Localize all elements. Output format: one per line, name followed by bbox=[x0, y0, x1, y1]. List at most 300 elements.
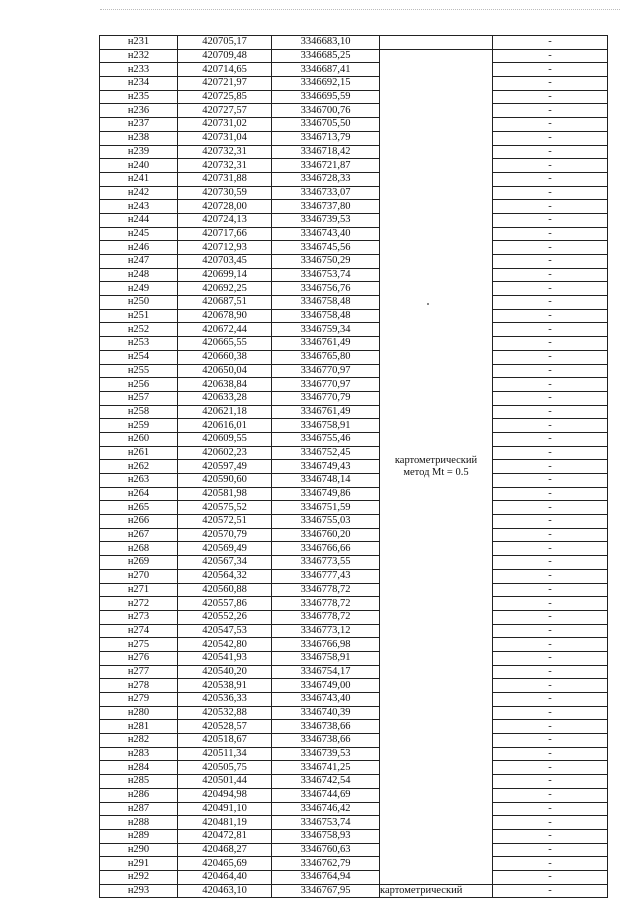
accuracy-cell: - bbox=[493, 638, 608, 652]
y-coordinate-cell: 3346778,72 bbox=[272, 610, 380, 624]
x-coordinate-cell: 420481,19 bbox=[178, 816, 272, 830]
point-name-cell: н258 bbox=[100, 405, 178, 419]
y-coordinate-cell: 3346745,56 bbox=[272, 241, 380, 255]
y-coordinate-cell: 3346759,34 bbox=[272, 323, 380, 337]
x-coordinate-cell: 420703,45 bbox=[178, 255, 272, 269]
x-coordinate-cell: 420609,55 bbox=[178, 432, 272, 446]
x-coordinate-cell: 420557,86 bbox=[178, 597, 272, 611]
accuracy-cell: - bbox=[493, 788, 608, 802]
y-coordinate-cell: 3346695,59 bbox=[272, 90, 380, 104]
y-coordinate-cell: 3346765,80 bbox=[272, 350, 380, 364]
y-coordinate-cell: 3346753,74 bbox=[272, 268, 380, 282]
x-coordinate-cell: 420552,26 bbox=[178, 610, 272, 624]
y-coordinate-cell: 3346770,97 bbox=[272, 364, 380, 378]
table-row bbox=[100, 186, 608, 200]
accuracy-cell: - bbox=[493, 213, 608, 227]
x-coordinate-cell: 420547,53 bbox=[178, 624, 272, 638]
y-coordinate-cell: 3346718,42 bbox=[272, 145, 380, 159]
point-name-cell: н291 bbox=[100, 857, 178, 871]
table-row bbox=[100, 364, 608, 378]
table-row bbox=[100, 378, 608, 392]
accuracy-cell: - bbox=[493, 843, 608, 857]
table-row bbox=[100, 350, 608, 364]
x-coordinate-cell: 420505,75 bbox=[178, 761, 272, 775]
x-coordinate-cell: 420650,04 bbox=[178, 364, 272, 378]
point-name-cell: н260 bbox=[100, 432, 178, 446]
x-coordinate-cell: 420463,10 bbox=[178, 884, 272, 898]
point-name-cell: н269 bbox=[100, 556, 178, 570]
point-name-cell: н250 bbox=[100, 296, 178, 310]
y-coordinate-cell: 3346754,17 bbox=[272, 665, 380, 679]
accuracy-cell: - bbox=[493, 870, 608, 884]
accuracy-cell: - bbox=[493, 501, 608, 515]
table-row bbox=[100, 432, 608, 446]
table-row bbox=[100, 788, 608, 802]
x-coordinate-cell: 420491,10 bbox=[178, 802, 272, 816]
y-coordinate-cell: 3346687,41 bbox=[272, 63, 380, 77]
table-row bbox=[100, 816, 608, 830]
table-row bbox=[100, 528, 608, 542]
accuracy-cell: - bbox=[493, 391, 608, 405]
method-label-line2: метод Mt = 0.5 bbox=[403, 466, 469, 478]
point-name-cell: н292 bbox=[100, 870, 178, 884]
x-coordinate-cell: 420687,51 bbox=[178, 296, 272, 310]
accuracy-cell: - bbox=[493, 364, 608, 378]
x-coordinate-cell: 420465,69 bbox=[178, 857, 272, 871]
point-name-cell: н257 bbox=[100, 391, 178, 405]
point-name-cell: н265 bbox=[100, 501, 178, 515]
x-coordinate-cell: 420633,28 bbox=[178, 391, 272, 405]
accuracy-cell: - bbox=[493, 268, 608, 282]
x-coordinate-cell: 420590,60 bbox=[178, 474, 272, 488]
method-cell-empty bbox=[380, 36, 493, 50]
x-coordinate-cell: 420564,32 bbox=[178, 569, 272, 583]
point-name-cell: н247 bbox=[100, 255, 178, 269]
point-name-cell: н283 bbox=[100, 747, 178, 761]
point-name-cell: н246 bbox=[100, 241, 178, 255]
table-row bbox=[100, 734, 608, 748]
y-coordinate-cell: 3346758,48 bbox=[272, 296, 380, 310]
point-name-cell: н264 bbox=[100, 487, 178, 501]
x-coordinate-cell: 420541,93 bbox=[178, 651, 272, 665]
point-name-cell: н242 bbox=[100, 186, 178, 200]
accuracy-cell: - bbox=[493, 172, 608, 186]
method-cell-merged bbox=[380, 49, 493, 884]
accuracy-cell: - bbox=[493, 857, 608, 871]
point-name-cell: н288 bbox=[100, 816, 178, 830]
y-coordinate-cell: 3346705,50 bbox=[272, 118, 380, 132]
point-name-cell: н245 bbox=[100, 227, 178, 241]
accuracy-cell: - bbox=[493, 528, 608, 542]
x-coordinate-cell: 420660,38 bbox=[178, 350, 272, 364]
y-coordinate-cell: 3346713,79 bbox=[272, 131, 380, 145]
table-row bbox=[100, 747, 608, 761]
y-coordinate-cell: 3346749,43 bbox=[272, 460, 380, 474]
x-coordinate-cell: 420536,33 bbox=[178, 693, 272, 707]
accuracy-cell: - bbox=[493, 200, 608, 214]
table-row bbox=[100, 296, 608, 310]
point-name-cell: н233 bbox=[100, 63, 178, 77]
x-coordinate-cell: 420518,67 bbox=[178, 734, 272, 748]
x-coordinate-cell: 420464,40 bbox=[178, 870, 272, 884]
table-row bbox=[100, 651, 608, 665]
accuracy-cell: - bbox=[493, 159, 608, 173]
y-coordinate-cell: 3346778,72 bbox=[272, 583, 380, 597]
y-coordinate-cell: 3346733,07 bbox=[272, 186, 380, 200]
point-name-cell: н237 bbox=[100, 118, 178, 132]
table-row bbox=[100, 255, 608, 269]
scan-artifact-line bbox=[100, 9, 620, 14]
y-coordinate-cell: 3346758,93 bbox=[272, 829, 380, 843]
y-coordinate-cell: 3346721,87 bbox=[272, 159, 380, 173]
table-row bbox=[100, 761, 608, 775]
y-coordinate-cell: 3346766,66 bbox=[272, 542, 380, 556]
point-name-cell: н234 bbox=[100, 77, 178, 91]
x-coordinate-cell: 420540,20 bbox=[178, 665, 272, 679]
x-coordinate-cell: 420714,65 bbox=[178, 63, 272, 77]
y-coordinate-cell: 3346700,76 bbox=[272, 104, 380, 118]
accuracy-cell: - bbox=[493, 77, 608, 91]
point-name-cell: н235 bbox=[100, 90, 178, 104]
accuracy-cell: - bbox=[493, 583, 608, 597]
table-row bbox=[100, 665, 608, 679]
y-coordinate-cell: 3346764,94 bbox=[272, 870, 380, 884]
x-coordinate-cell: 420727,57 bbox=[178, 104, 272, 118]
x-coordinate-cell: 420731,88 bbox=[178, 172, 272, 186]
table-row bbox=[100, 391, 608, 405]
accuracy-cell: - bbox=[493, 118, 608, 132]
x-coordinate-cell: 420572,51 bbox=[178, 515, 272, 529]
accuracy-cell: - bbox=[493, 378, 608, 392]
table-row bbox=[100, 337, 608, 351]
point-name-cell: н274 bbox=[100, 624, 178, 638]
table-row bbox=[100, 90, 608, 104]
accuracy-cell: - bbox=[493, 720, 608, 734]
accuracy-cell: - bbox=[493, 337, 608, 351]
point-name-cell: н281 bbox=[100, 720, 178, 734]
point-name-cell: н279 bbox=[100, 693, 178, 707]
x-coordinate-cell: 420581,98 bbox=[178, 487, 272, 501]
point-name-cell: н243 bbox=[100, 200, 178, 214]
point-name-cell: н255 bbox=[100, 364, 178, 378]
y-coordinate-cell: 3346770,79 bbox=[272, 391, 380, 405]
accuracy-cell: - bbox=[493, 556, 608, 570]
accuracy-cell: - bbox=[493, 323, 608, 337]
x-coordinate-cell: 420717,66 bbox=[178, 227, 272, 241]
x-coordinate-cell: 420538,91 bbox=[178, 679, 272, 693]
y-coordinate-cell: 3346750,29 bbox=[272, 255, 380, 269]
x-coordinate-cell: 420575,52 bbox=[178, 501, 272, 515]
y-coordinate-cell: 3346766,98 bbox=[272, 638, 380, 652]
accuracy-cell: - bbox=[493, 816, 608, 830]
y-coordinate-cell: 3346744,69 bbox=[272, 788, 380, 802]
accuracy-cell: - bbox=[493, 734, 608, 748]
table-row bbox=[100, 829, 608, 843]
point-name-cell: н293 bbox=[100, 884, 178, 898]
accuracy-cell: - bbox=[493, 49, 608, 63]
point-name-cell: н263 bbox=[100, 474, 178, 488]
x-coordinate-cell: 420732,31 bbox=[178, 145, 272, 159]
point-name-cell: н268 bbox=[100, 542, 178, 556]
accuracy-cell: - bbox=[493, 296, 608, 310]
y-coordinate-cell: 3346761,49 bbox=[272, 337, 380, 351]
x-coordinate-cell: 420560,88 bbox=[178, 583, 272, 597]
table-row bbox=[100, 213, 608, 227]
x-coordinate-cell: 420567,34 bbox=[178, 556, 272, 570]
x-coordinate-cell: 420725,85 bbox=[178, 90, 272, 104]
x-coordinate-cell: 420511,34 bbox=[178, 747, 272, 761]
table-row bbox=[100, 200, 608, 214]
accuracy-cell: - bbox=[493, 624, 608, 638]
x-coordinate-cell: 420672,44 bbox=[178, 323, 272, 337]
x-coordinate-cell: 420602,23 bbox=[178, 446, 272, 460]
accuracy-cell: - bbox=[493, 186, 608, 200]
table-row bbox=[100, 49, 608, 63]
accuracy-cell: - bbox=[493, 829, 608, 843]
table-row bbox=[100, 323, 608, 337]
x-coordinate-cell: 420569,49 bbox=[178, 542, 272, 556]
accuracy-cell: - bbox=[493, 104, 608, 118]
y-coordinate-cell: 3346755,46 bbox=[272, 432, 380, 446]
y-coordinate-cell: 3346685,25 bbox=[272, 49, 380, 63]
y-coordinate-cell: 3346743,40 bbox=[272, 227, 380, 241]
point-name-cell: н231 bbox=[100, 36, 178, 50]
y-coordinate-cell: 3346778,72 bbox=[272, 597, 380, 611]
y-coordinate-cell: 3346749,00 bbox=[272, 679, 380, 693]
x-coordinate-cell: 420724,13 bbox=[178, 213, 272, 227]
x-coordinate-cell: 420731,02 bbox=[178, 118, 272, 132]
table-row bbox=[100, 624, 608, 638]
y-coordinate-cell: 3346752,45 bbox=[272, 446, 380, 460]
point-name-cell: н282 bbox=[100, 734, 178, 748]
accuracy-cell: - bbox=[493, 63, 608, 77]
coordinates-table-body bbox=[100, 36, 608, 898]
y-coordinate-cell: 3346751,59 bbox=[272, 501, 380, 515]
table-row bbox=[100, 597, 608, 611]
table-row bbox=[100, 268, 608, 282]
accuracy-cell: - bbox=[493, 241, 608, 255]
y-coordinate-cell: 3346758,91 bbox=[272, 651, 380, 665]
point-name-cell: н285 bbox=[100, 775, 178, 789]
table-row bbox=[100, 172, 608, 186]
table-row bbox=[100, 131, 608, 145]
accuracy-cell: - bbox=[493, 693, 608, 707]
accuracy-cell: - bbox=[493, 679, 608, 693]
y-coordinate-cell: 3346758,48 bbox=[272, 309, 380, 323]
point-name-cell: н248 bbox=[100, 268, 178, 282]
x-coordinate-cell: 420678,90 bbox=[178, 309, 272, 323]
y-coordinate-cell: 3346738,66 bbox=[272, 734, 380, 748]
point-name-cell: н261 bbox=[100, 446, 178, 460]
y-coordinate-cell: 3346746,42 bbox=[272, 802, 380, 816]
accuracy-cell: - bbox=[493, 802, 608, 816]
accuracy-cell: - bbox=[493, 36, 608, 50]
accuracy-cell: - bbox=[493, 569, 608, 583]
accuracy-cell: - bbox=[493, 761, 608, 775]
table-row bbox=[100, 145, 608, 159]
table-row bbox=[100, 460, 608, 474]
accuracy-cell: - bbox=[493, 432, 608, 446]
x-coordinate-cell: 420468,27 bbox=[178, 843, 272, 857]
x-coordinate-cell: 420699,14 bbox=[178, 268, 272, 282]
point-name-cell: н277 bbox=[100, 665, 178, 679]
table-row bbox=[100, 515, 608, 529]
point-name-cell: н256 bbox=[100, 378, 178, 392]
accuracy-cell: - bbox=[493, 651, 608, 665]
y-coordinate-cell: 3346741,25 bbox=[272, 761, 380, 775]
table-row bbox=[100, 720, 608, 734]
point-name-cell: н240 bbox=[100, 159, 178, 173]
table-row bbox=[100, 802, 608, 816]
table-row bbox=[100, 870, 608, 884]
point-name-cell: н272 bbox=[100, 597, 178, 611]
table-row bbox=[100, 556, 608, 570]
y-coordinate-cell: 3346760,20 bbox=[272, 528, 380, 542]
point-name-cell: н253 bbox=[100, 337, 178, 351]
point-name-cell: н278 bbox=[100, 679, 178, 693]
accuracy-cell: - bbox=[493, 665, 608, 679]
point-name-cell: н238 bbox=[100, 131, 178, 145]
table-row bbox=[100, 419, 608, 433]
table-row bbox=[100, 77, 608, 91]
accuracy-cell: - bbox=[493, 884, 608, 898]
accuracy-cell: - bbox=[493, 131, 608, 145]
table-row bbox=[100, 569, 608, 583]
point-name-cell: н262 bbox=[100, 460, 178, 474]
x-coordinate-cell: 420731,04 bbox=[178, 131, 272, 145]
accuracy-cell: - bbox=[493, 90, 608, 104]
table-row bbox=[100, 487, 608, 501]
x-coordinate-cell: 420528,57 bbox=[178, 720, 272, 734]
y-coordinate-cell: 3346762,79 bbox=[272, 857, 380, 871]
accuracy-cell: - bbox=[493, 350, 608, 364]
accuracy-cell: - bbox=[493, 419, 608, 433]
y-coordinate-cell: 3346761,49 bbox=[272, 405, 380, 419]
accuracy-cell: - bbox=[493, 282, 608, 296]
point-name-cell: н275 bbox=[100, 638, 178, 652]
table-row bbox=[100, 63, 608, 77]
x-coordinate-cell: 420597,49 bbox=[178, 460, 272, 474]
table-row bbox=[100, 610, 608, 624]
point-name-cell: н287 bbox=[100, 802, 178, 816]
x-coordinate-cell: 420732,31 bbox=[178, 159, 272, 173]
table-row bbox=[100, 118, 608, 132]
y-coordinate-cell: 3346737,80 bbox=[272, 200, 380, 214]
point-name-cell: н271 bbox=[100, 583, 178, 597]
table-row bbox=[100, 474, 608, 488]
point-name-cell: н251 bbox=[100, 309, 178, 323]
y-coordinate-cell: 3346773,12 bbox=[272, 624, 380, 638]
table-row bbox=[100, 282, 608, 296]
accuracy-cell: - bbox=[493, 309, 608, 323]
accuracy-cell: - bbox=[493, 747, 608, 761]
y-coordinate-cell: 3346739,53 bbox=[272, 213, 380, 227]
y-coordinate-cell: 3346773,55 bbox=[272, 556, 380, 570]
accuracy-cell: - bbox=[493, 597, 608, 611]
x-coordinate-cell: 420665,55 bbox=[178, 337, 272, 351]
point-name-cell: н239 bbox=[100, 145, 178, 159]
table-row bbox=[100, 104, 608, 118]
y-coordinate-cell: 3346760,63 bbox=[272, 843, 380, 857]
y-coordinate-cell: 3346753,74 bbox=[272, 816, 380, 830]
y-coordinate-cell: 3346767,95 bbox=[272, 884, 380, 898]
point-name-cell: н236 bbox=[100, 104, 178, 118]
point-name-cell: н273 bbox=[100, 610, 178, 624]
table-row bbox=[100, 309, 608, 323]
y-coordinate-cell: 3346770,97 bbox=[272, 378, 380, 392]
method-cell-last: картометрический bbox=[380, 884, 493, 898]
x-coordinate-cell: 420494,98 bbox=[178, 788, 272, 802]
x-coordinate-cell: 420621,18 bbox=[178, 405, 272, 419]
method-label-line1: картометрический bbox=[394, 454, 478, 466]
y-coordinate-cell: 3346740,39 bbox=[272, 706, 380, 720]
accuracy-cell: - bbox=[493, 487, 608, 501]
y-coordinate-cell: 3346683,10 bbox=[272, 36, 380, 50]
coordinates-table bbox=[99, 35, 608, 898]
y-coordinate-cell: 3346739,53 bbox=[272, 747, 380, 761]
x-coordinate-cell: 420709,48 bbox=[178, 49, 272, 63]
x-coordinate-cell: 420712,93 bbox=[178, 241, 272, 255]
accuracy-cell: - bbox=[493, 542, 608, 556]
x-coordinate-cell: 420728,00 bbox=[178, 200, 272, 214]
table-row bbox=[100, 884, 608, 898]
accuracy-cell: - bbox=[493, 446, 608, 460]
table-row bbox=[100, 693, 608, 707]
x-coordinate-cell: 420730,59 bbox=[178, 186, 272, 200]
accuracy-cell: - bbox=[493, 515, 608, 529]
table-row bbox=[100, 638, 608, 652]
table-row bbox=[100, 159, 608, 173]
point-name-cell: н241 bbox=[100, 172, 178, 186]
table-row bbox=[100, 227, 608, 241]
accuracy-cell: - bbox=[493, 610, 608, 624]
point-name-cell: н289 bbox=[100, 829, 178, 843]
accuracy-cell: - bbox=[493, 255, 608, 269]
y-coordinate-cell: 3346692,15 bbox=[272, 77, 380, 91]
table-row bbox=[100, 405, 608, 419]
x-coordinate-cell: 420542,80 bbox=[178, 638, 272, 652]
point-name-cell: н267 bbox=[100, 528, 178, 542]
point-name-cell: н232 bbox=[100, 49, 178, 63]
y-coordinate-cell: 3346755,03 bbox=[272, 515, 380, 529]
accuracy-cell: - bbox=[493, 460, 608, 474]
x-coordinate-cell: 420570,79 bbox=[178, 528, 272, 542]
table-row bbox=[100, 241, 608, 255]
y-coordinate-cell: 3346742,54 bbox=[272, 775, 380, 789]
table-row bbox=[100, 706, 608, 720]
y-coordinate-cell: 3346728,33 bbox=[272, 172, 380, 186]
point-name-cell: н276 bbox=[100, 651, 178, 665]
x-coordinate-cell: 420692,25 bbox=[178, 282, 272, 296]
y-coordinate-cell: 3346758,91 bbox=[272, 419, 380, 433]
y-coordinate-cell: 3346743,40 bbox=[272, 693, 380, 707]
table-row bbox=[100, 583, 608, 597]
accuracy-cell: - bbox=[493, 405, 608, 419]
accuracy-cell: - bbox=[493, 227, 608, 241]
table-row bbox=[100, 775, 608, 789]
x-coordinate-cell: 420638,84 bbox=[178, 378, 272, 392]
point-name-cell: н266 bbox=[100, 515, 178, 529]
table-row bbox=[100, 501, 608, 515]
accuracy-cell: - bbox=[493, 474, 608, 488]
y-coordinate-cell: 3346756,76 bbox=[272, 282, 380, 296]
point-name-cell: н284 bbox=[100, 761, 178, 775]
table-row bbox=[100, 679, 608, 693]
point-name-cell: н259 bbox=[100, 419, 178, 433]
point-name-cell: н244 bbox=[100, 213, 178, 227]
table-row bbox=[100, 857, 608, 871]
x-coordinate-cell: 420721,97 bbox=[178, 77, 272, 91]
